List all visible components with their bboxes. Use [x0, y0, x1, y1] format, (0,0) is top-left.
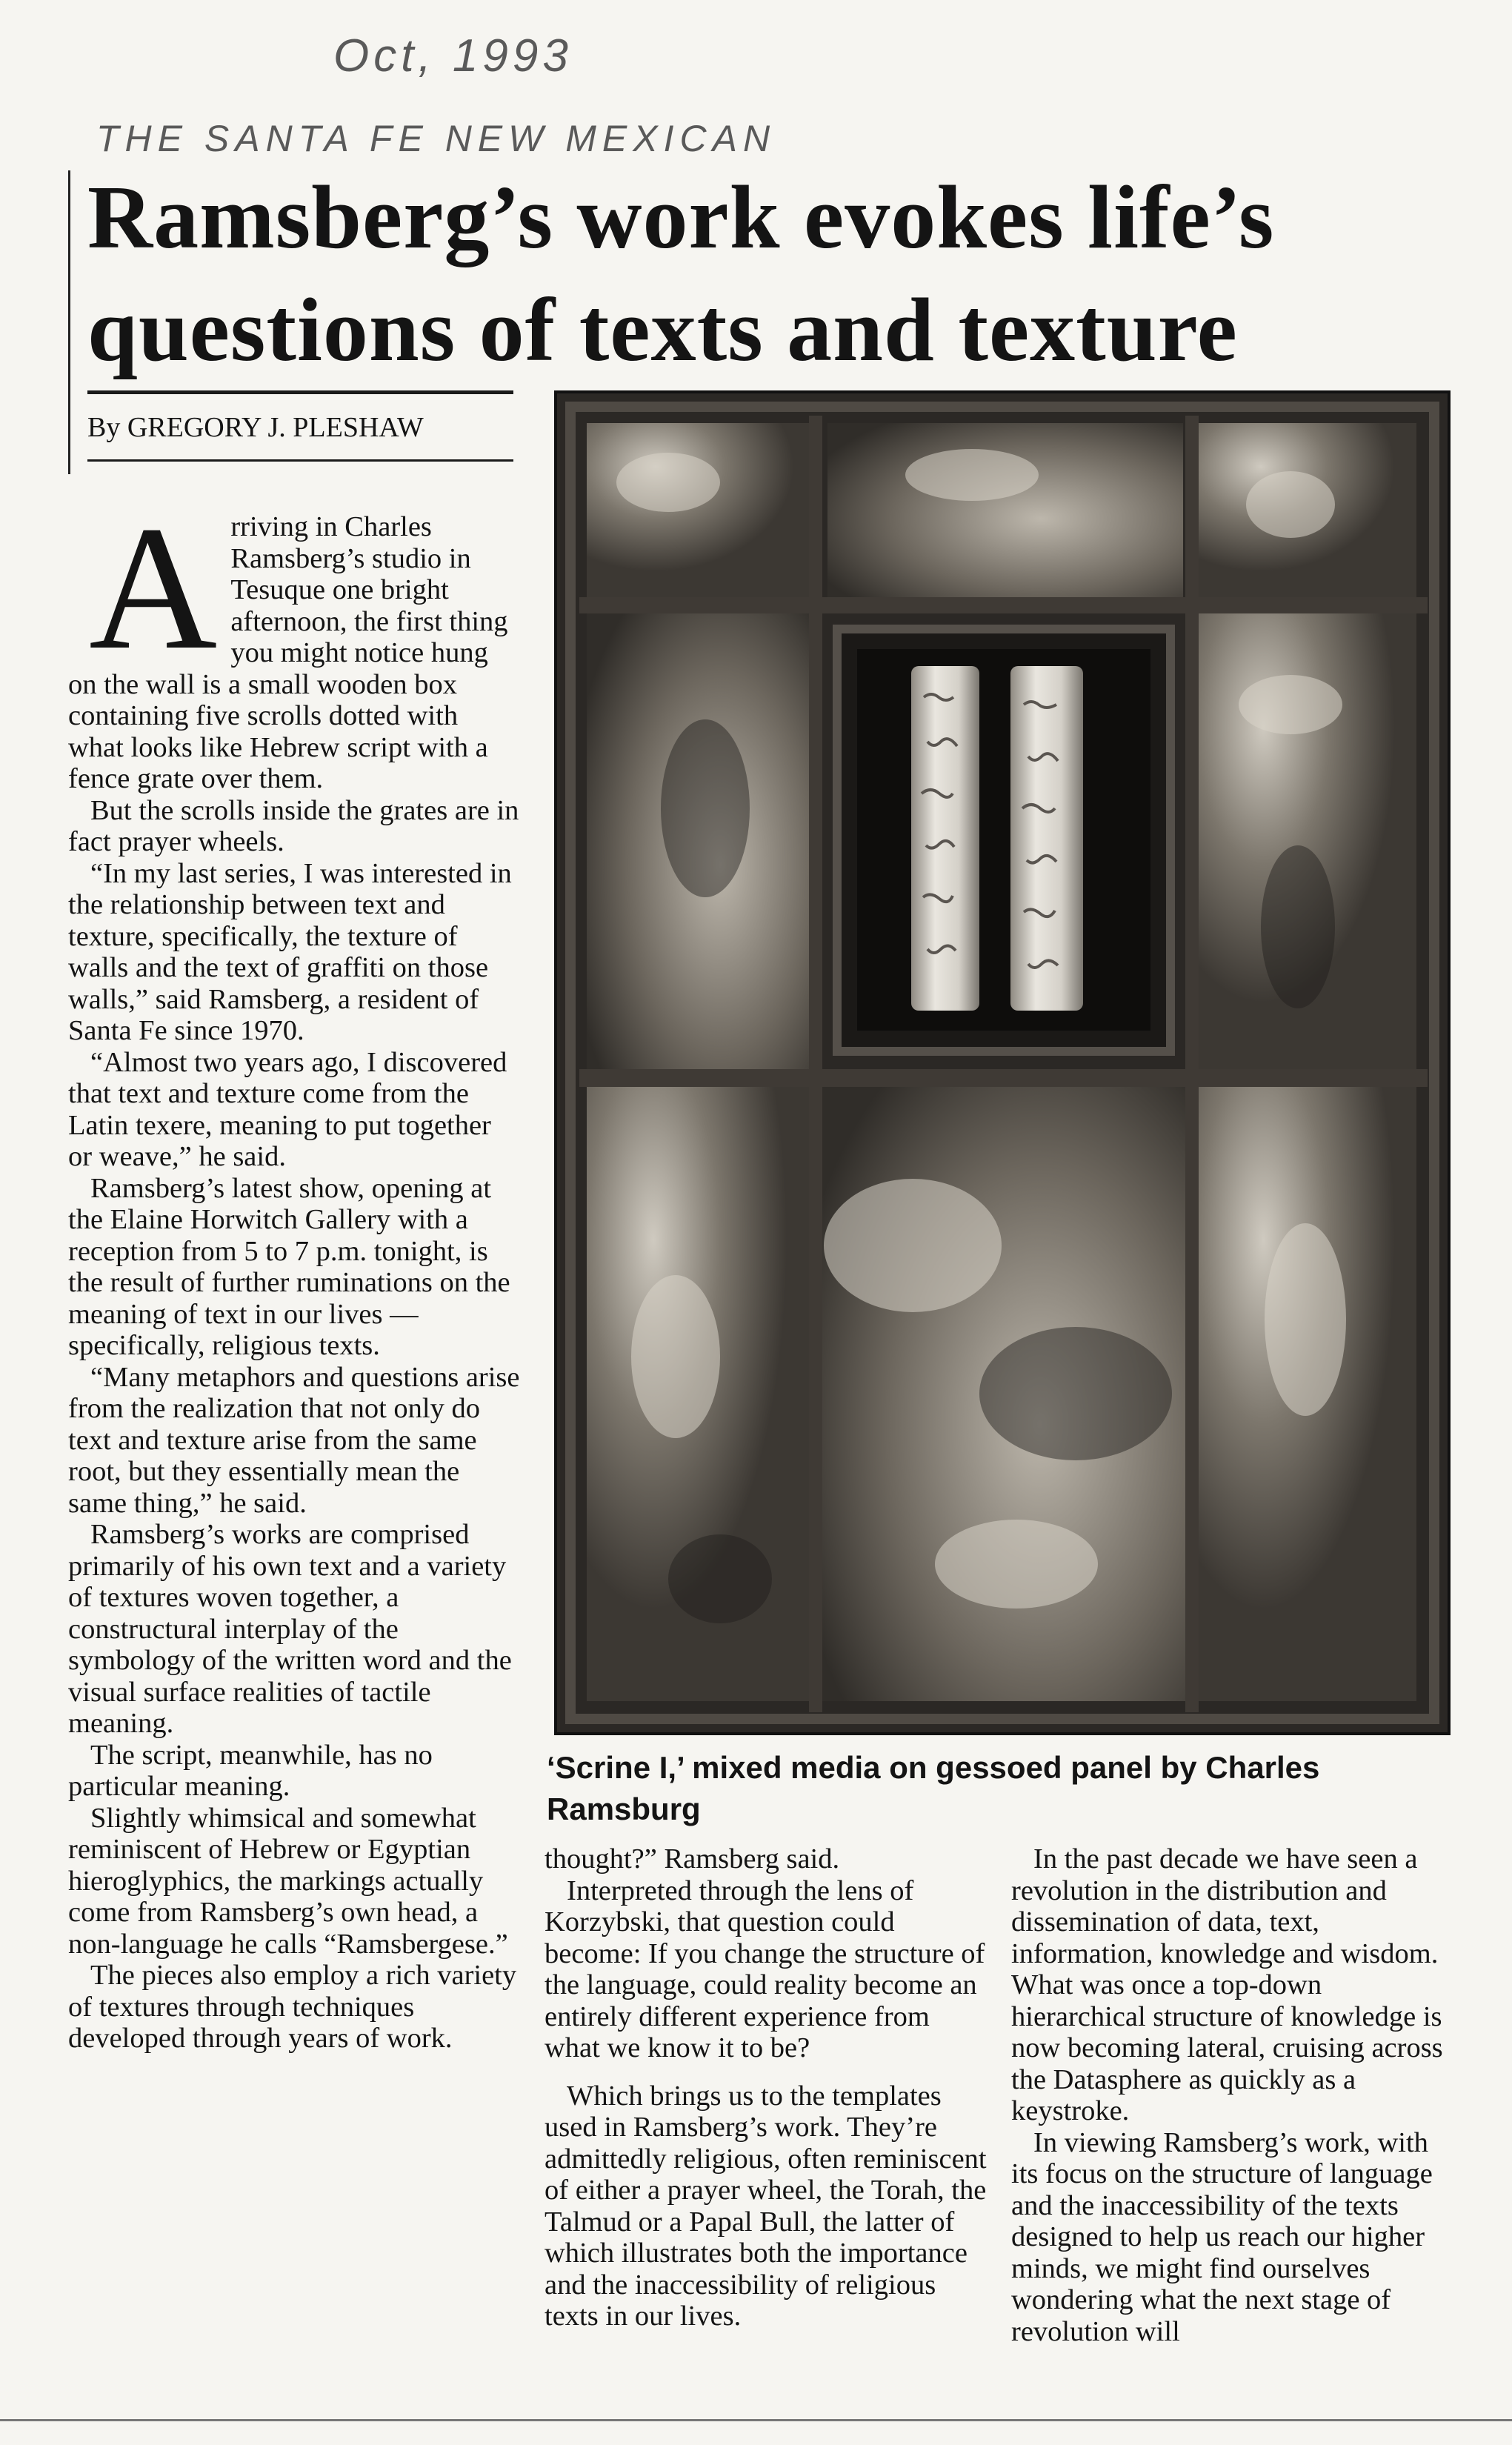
- paragraph: The pieces also employ a rich variety of textures through techniques developed through years of work.: [68, 1960, 517, 2054]
- article-column-1: [68, 489, 520, 2055]
- paragraph: Which brings us to the templates used in Ramsberg’s work. They’re admittedly religious, often reminiscent of either a prayer wheel, the Torah, the Talmud or a Papal Bull, the latter of which illustrates both the importance and the inaccessibility of religious texts in our lives.: [544, 2080, 987, 2332]
- paragraph: thought?” Ramsberg said.: [544, 1843, 840, 1875]
- paragraph: Ramsberg’s latest show, opening at the Elaine Horwitch Gallery with a reception from 5 to 7 p.m. tonight, is the result of further ruminations on the meaning of text in our lives — specifically, religious texts.: [68, 1172, 510, 1361]
- clipping-cut-edge: [0, 2424, 1512, 2445]
- byline: By GREGORY J. PLESHAW: [87, 412, 424, 443]
- byline-top-rule: [87, 390, 513, 394]
- paragraph: In the past decade we have seen a revolution in the distribution and dissemination of data, text, information, knowledge and wisdom. What was once a top-down hierarchical structure of knowledge is now becoming lateral, cruising across the Datasphere as quickly as a keystroke.: [1011, 1843, 1443, 2126]
- paragraph: “Many metaphors and questions arise from the realization that not only do text and texture arise from the same root, but they essentially mean the same thing,” he said.: [68, 1361, 520, 1519]
- bottom-rule: [0, 2419, 1512, 2421]
- scrine-artwork-illustration: [557, 393, 1448, 1732]
- artwork-photo: [554, 390, 1451, 1735]
- handwritten-source: THE SANTA FE NEW MEXICAN: [96, 118, 776, 159]
- paragraph: “In my last series, I was interested in the relationship between text and texture, specifically, the texture of walls and the text of graffiti on those walls,” said Ramsberg, a resident of Santa Fe since 1970.: [68, 857, 512, 1046]
- paragraph: The script, meanwhile, has no particular meaning.: [68, 1739, 433, 1802]
- paragraph: In viewing Ramsberg’s work, with its focus on the structure of language and the inaccessibility of the texts designed to help us reach our higher minds, we might find ourselves wondering what the next stage of revolution will: [1011, 2126, 1433, 2347]
- photo-caption: ‘Scrine I,’ mixed media on gessoed panel by Charles Ramsburg: [547, 1750, 1320, 1826]
- headline: Ramsberg’s work evokes life’s questions of texts and texture: [87, 167, 1275, 380]
- article-column-2: [544, 1843, 989, 2332]
- paragraph: But the scrolls inside the grates are in fact prayer wheels.: [68, 794, 519, 857]
- left-column-rule: [68, 170, 70, 474]
- handwritten-date: Oct, 1993: [333, 30, 573, 82]
- byline-bottom-rule: [87, 459, 513, 462]
- paragraph: rriving in Charles Ramsberg’s studio in Tesuque one bright afternoon, the first thing you might notice hung on the wall is a small wooden box containing five scrolls dotted with what looks like Hebrew script with a fence grate over them.: [68, 511, 508, 794]
- drop-cap: A: [89, 489, 218, 686]
- paragraph: Slightly whimsical and somewhat reminiscent of Hebrew or Egyptian hieroglyphics, the markings actually come from Ramsberg’s own head, a non-language he calls “Ramsbergese.”: [68, 1802, 508, 1960]
- paragraph: Interpreted through the lens of Korzybski, that question could become: If you change the structure of the language, could reality become an entirely different experience from what we know it to be?: [544, 1875, 985, 2063]
- article-column-3: [1011, 1843, 1448, 2347]
- paragraph: “Almost two years ago, I discovered that text and texture come from the Latin texere, meaning to put together or weave,” he said.: [68, 1046, 507, 1172]
- paragraph: Ramsberg’s works are comprised primarily of his own text and a variety of textures woven together, a constructural interplay of the symbology of the written word and the visual surface realities of tactile meaning.: [68, 1519, 512, 1739]
